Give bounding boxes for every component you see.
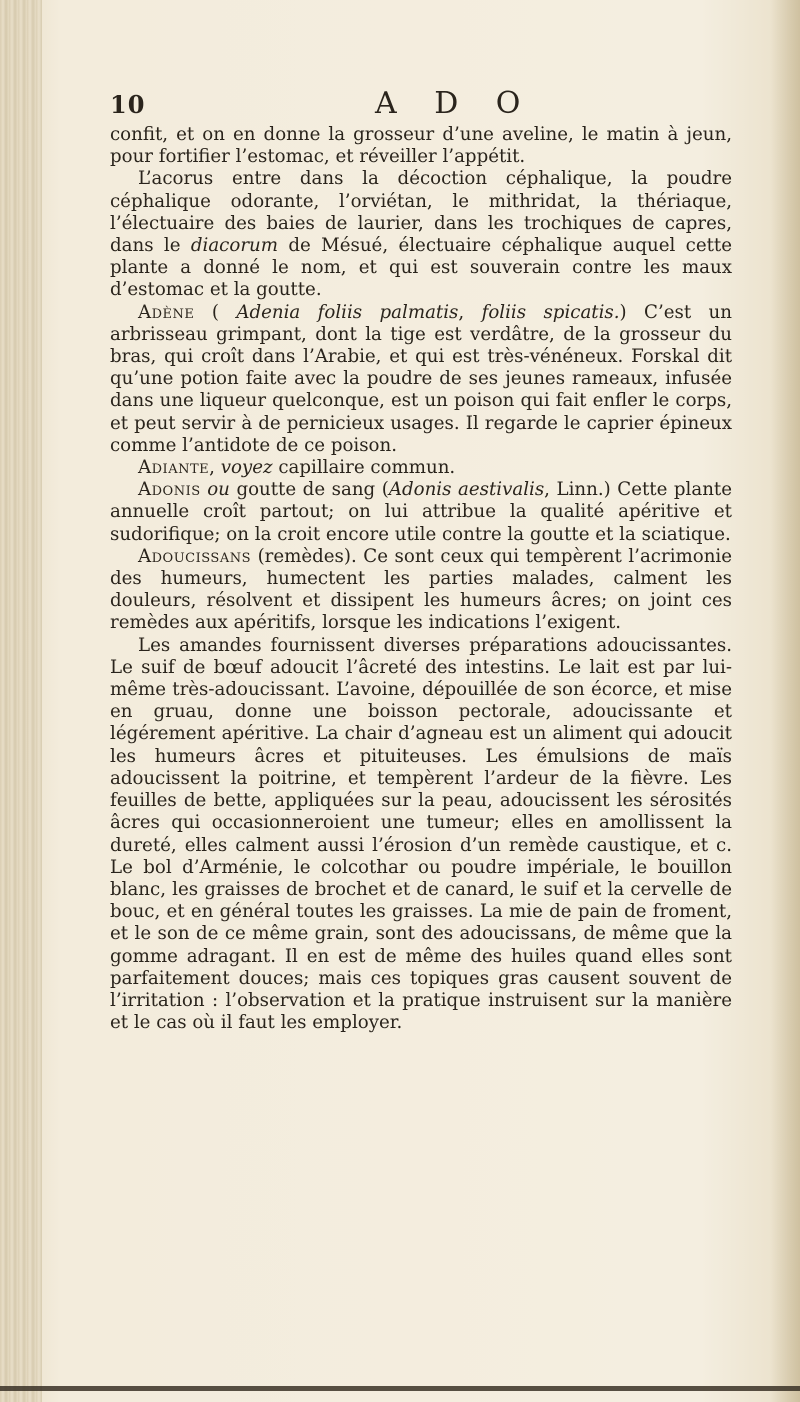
- body-text: [110, 124, 732, 1034]
- entry-term: Adoucissans: [138, 545, 252, 567]
- running-head: A D O: [375, 86, 535, 121]
- entry-term: Adène: [138, 301, 195, 323]
- bottom-rule: [0, 1386, 800, 1391]
- paragraph-amandes: Les amandes fournissent diverses préparations adoucissantes. Le suif de bœuf adoucit l’âcreté des intestins. Le lait est par lui-même très-adoucissant. L’avoine, dépouillée de son écorce, et mise en gruau, donne une boisson pectorale, adoucissante et légérement apéritive. La chair d’agneau est un aliment qui adoucit les humeurs âcres et pituiteuses. Les émulsions de maïs adoucissent la poitrine, et tempèrent l’ardeur de la fièvre. Les feuilles de bette, appliquées sur la peau, adoucissent les sérosités âcres qui occasionneroient une tumeur; elles en amollissent la dureté, elles calment aussi l’érosion d’un remède caustique, et c. Le bol d’Arménie, le colcothar ou poudre impériale, le bouillon blanc, les graisses de brochet et de canard, le suif et la cervelle de bouc, et en général toutes les graisses. La mie de pain de froment, et le son de ce même grain, sont des adoucissans, de même que la gomme adragant. Il en est de même des huiles quand elles sont parfaitement douces; mais ces topiques gras causent souvent de l’irritation : l’observation et la pratique instruisent sur la manière et le cas où il faut les employer.: [110, 634, 732, 1034]
- binding-edge: [0, 0, 42, 1402]
- entry-adonis: Adonis ou goutte de sang (Adonis aestivalis, Linn.) Cette plante annuelle croît partout; on lui attribue la qualité apéritive et sudorifique; on la croit encore utile contre la goutte et la sciatique.: [110, 479, 732, 545]
- entry-adoucissans: Adoucissans (remèdes). Ce sont ceux qui tempèrent l’acrimonie des humeurs, humectent les parties malades, calment les douleurs, résolvent et dissipent les humeurs âcres; on joint ces remèdes aux apéritifs, lorsque les indications l’exigent.: [110, 545, 732, 634]
- page-number: 10: [110, 90, 146, 119]
- paragraph-acorus: L’acorus entre dans la décoction céphalique, la poudre céphalique odorante, l’orviétan, le mithridat, la thériaque, l’électuaire des baies de laurier, dans les trochiques de capres, dans le diacorum de Mésué, électuaire céphalique auquel cette plante a donné le nom, et qui est souverain contre les maux d’estomac et la goutte.: [110, 168, 732, 301]
- page-header: [110, 84, 670, 124]
- page-edge-shadow: [770, 0, 800, 1402]
- entry-term: Adonis: [138, 479, 201, 501]
- entry-term: Adiante: [138, 457, 210, 479]
- entry-adiante: Adiante, voyez capillaire commun.: [138, 457, 456, 479]
- entry-adene: Adène ( Adenia foliis palmatis, foliis spicatis.) C’est un arbrisseau grimpant, dont la tige est verdâtre, de la grosseur du bras, qui croît dans l’Arabie, et qui est très-vénéneux. Forskal dit qu’une potion faite avec la poudre de ses jeunes rameaux, infusée dans une liqueur quelconque, est un poison qui fait enfler le corps, et peut servir à de pernicieux usages. Il regarde le caprier épineux comme l’antidote de ce poison.: [110, 301, 732, 456]
- paragraph-confit: confit, et on en donne la grosseur d’une aveline, le matin à jeun, pour fortifier l’estomac, et réveiller l’appétit.: [110, 124, 732, 168]
